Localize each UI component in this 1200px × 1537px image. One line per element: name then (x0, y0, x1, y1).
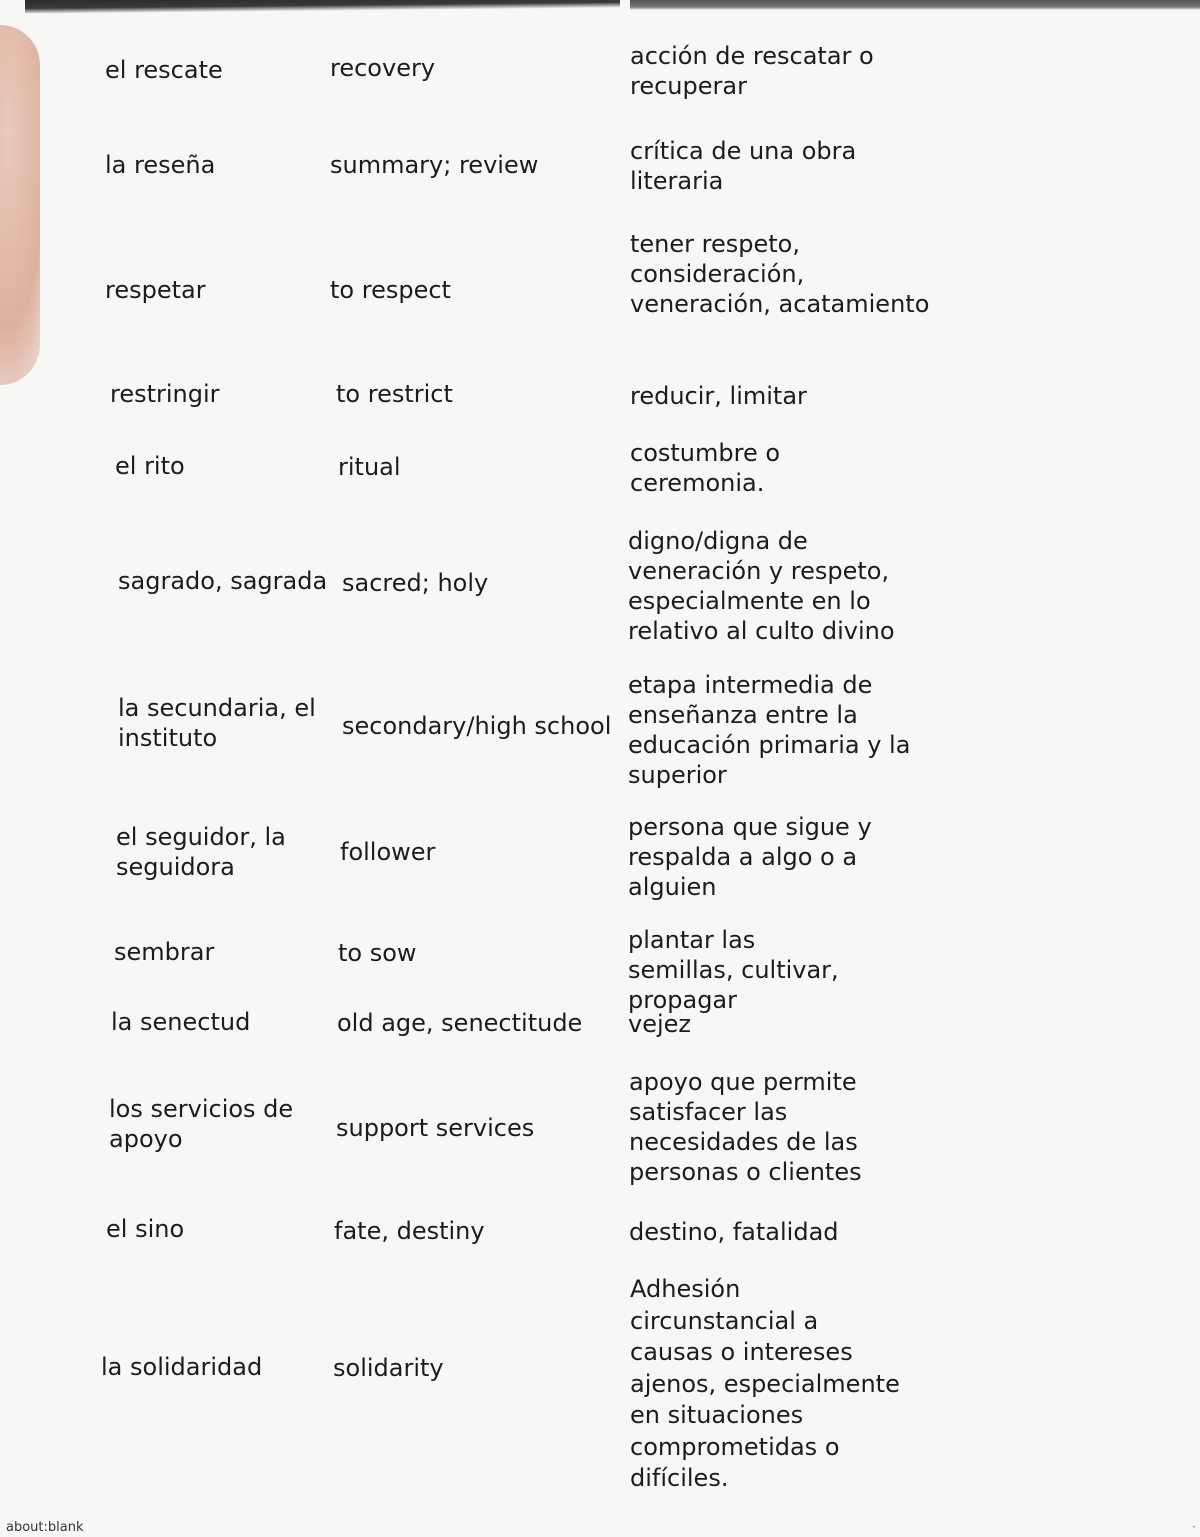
english-translation: secondary/high school (342, 712, 612, 740)
spanish-term: restringir (110, 380, 220, 408)
english-translation: recovery (330, 54, 436, 82)
english-translation: to sow (338, 939, 417, 967)
spanish-term: el rito (115, 452, 185, 480)
english-translation: sacred; holy (342, 569, 489, 597)
spanish-definition: apoyo que permite satisfacer las necesidades de las personas o clientes (629, 1068, 862, 1186)
spanish-term: el seguidor, la seguidora (116, 823, 286, 881)
spanish-term: los servicios de apoyo (109, 1095, 294, 1153)
english-translation: summary; review (330, 151, 539, 179)
finger-edge (0, 25, 40, 385)
page-top-edge-shadow (25, 0, 620, 14)
spanish-definition: Adhesión circunstancial a causas o intereses ajenos, especialmente en situaciones comprometidas o difíciles. (630, 1275, 900, 1492)
spanish-definition: costumbre o ceremonia. (630, 439, 781, 497)
spanish-term: la senectud (111, 1008, 251, 1036)
english-translation: support services (336, 1114, 535, 1142)
spanish-term: sembrar (114, 938, 215, 966)
spanish-term: el sino (106, 1215, 185, 1243)
spanish-term: el rescate (105, 56, 223, 84)
page-top-edge-shadow-right (630, 0, 1200, 10)
footer-page-mark: · (1192, 1520, 1196, 1534)
spanish-term: respetar (105, 276, 206, 304)
spanish-definition: vejez (628, 1010, 691, 1038)
english-translation: solidarity (333, 1354, 444, 1382)
spanish-definition: crítica de una obra literaria (630, 137, 857, 195)
spanish-definition: reducir, limitar (630, 382, 807, 410)
spanish-term: la secundaria, el instituto (118, 694, 316, 752)
english-translation: to respect (330, 276, 451, 304)
english-translation: old age, senectitude (337, 1009, 583, 1037)
spanish-definition: digno/digna de veneración y respeto, especialmente en lo relativo al culto divino (628, 527, 895, 645)
spanish-term: la reseña (105, 151, 216, 179)
footer-url: about:blank (6, 1520, 84, 1535)
spanish-definition: tener respeto, consideración, veneración, acatamiento (630, 230, 930, 318)
spanish-definition: persona que sigue y respalda a algo o a alguien (628, 813, 872, 901)
spanish-definition: etapa intermedia de enseñanza entre la educación primaria y la superior (628, 671, 911, 789)
english-translation: ritual (338, 453, 401, 481)
spanish-term: la solidaridad (101, 1353, 263, 1381)
spanish-term: sagrado, sagrada (118, 567, 328, 595)
english-translation: follower (340, 838, 436, 866)
english-translation: fate, destiny (334, 1217, 485, 1245)
spanish-definition: destino, fatalidad (629, 1218, 839, 1246)
spanish-definition: acción de rescatar o recuperar (630, 42, 874, 100)
spanish-definition: plantar las semillas, cultivar, propagar (628, 926, 839, 1014)
english-translation: to restrict (336, 380, 453, 408)
